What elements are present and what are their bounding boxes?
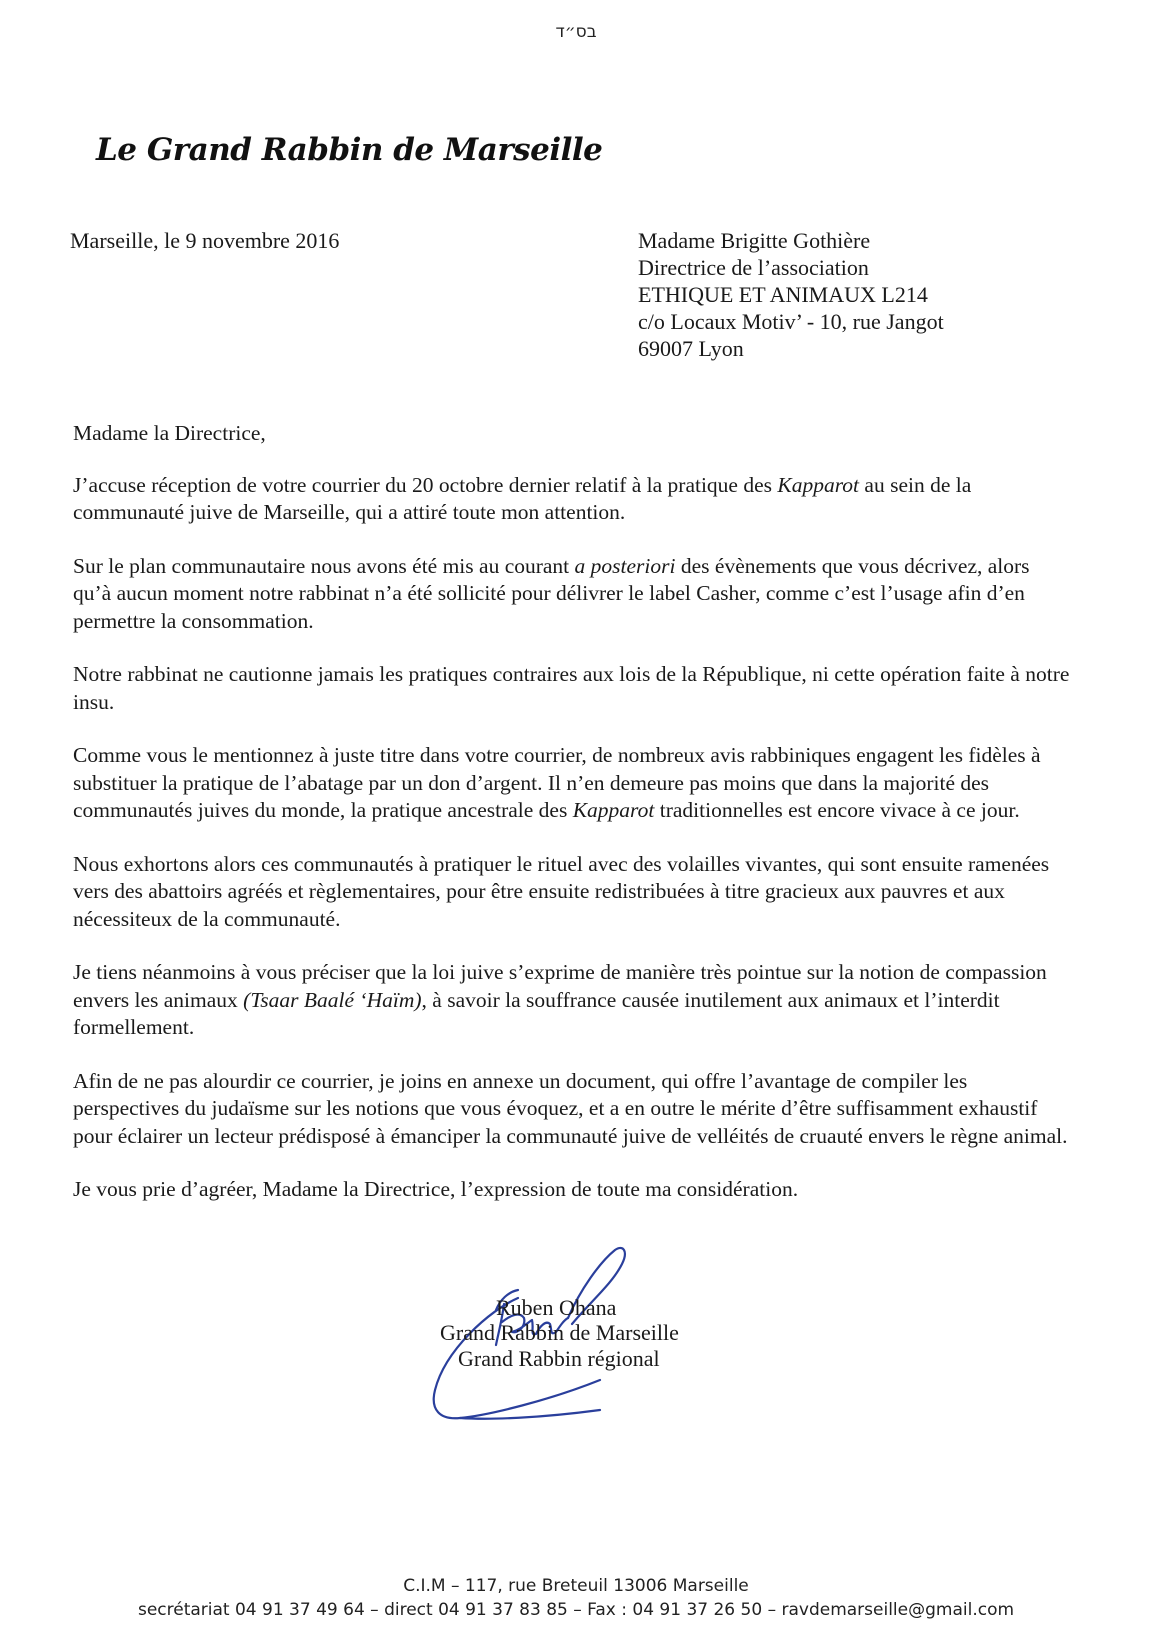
recipient-street: c/o Locaux Motiv’ - 10, rue Jangot <box>638 309 944 334</box>
paragraph-4-text-b: traditionnelles est encore vivace à ce jour. <box>654 798 1020 822</box>
recipient-city: 69007 Lyon <box>638 336 744 361</box>
paragraph-2-text-a: Sur le plan communautaire nous avons été mis au courant <box>73 553 575 578</box>
paragraph-6-text-b: , à savoir la souffrance causée inutilement aux animaux et l’interdit formellement. <box>73 987 1000 1039</box>
paragraph-2-italic: a posteriori <box>574 553 676 578</box>
paragraph-1 <box>73 472 1073 527</box>
paragraph-4-italic: Kapparot <box>572 798 655 822</box>
paragraph-5: Nous exhortons alors ces communautés à pratiquer le rituel avec des volailles vivantes, qui sont ensuite ramenées vers des abattoirs agréés et règlementaires, pour être ensuite redistribuées à titre gracieux aux pauvres et aux nécessiteux de la communauté. <box>73 851 1050 931</box>
closing-formula: Je vous prie d’agréer, Madame la Directrice, l’expression de toute ma considération. <box>73 1177 799 1201</box>
recipient-address <box>638 227 944 362</box>
paragraph-4 <box>73 742 1073 825</box>
date-line: Marseille, le 9 novembre 2016 <box>70 228 340 253</box>
paragraph-6 <box>73 959 1073 1042</box>
footer-address: C.I.M – 117, rue Breteuil 13006 Marseille <box>403 1576 749 1596</box>
salutation: Madame la Directrice, <box>73 421 266 445</box>
paragraph-7: Afin de ne pas alourdir ce courrier, je joins en annexe un document, qui offre l’avantage de compiler les perspectives du judaïsme sur les notions que vous évoquez, et a en outre le mérite d’être suffisamment exhaustif pour éclairer un lecteur prédisposé à émanciper la communauté juive de velléités de cruauté envers le règne animal. <box>73 1068 1068 1148</box>
paragraph-6-text-a: Je tiens néanmoins à vous préciser que la loi juive s’exprime de manière très pointue sur la notion de compassion envers les animaux <box>73 960 1047 1012</box>
paragraph-1-text-b: au sein de la communauté juive de Marseille, qui a attiré toute mon attention. <box>73 472 972 524</box>
paragraph-2 <box>73 553 1073 636</box>
paragraph-1-text-a: J’accuse réception de votre courrier du 20 octobre dernier relatif à la pratique des <box>73 472 778 497</box>
paragraph-3: Notre rabbinat ne cautionne jamais les pratiques contraires aux lois de la République, ni cette opération faite à notre insu. <box>73 662 1070 714</box>
signatory-name: Ruben Ohana <box>496 1295 617 1320</box>
recipient-organization: ETHIQUE ET ANIMAUX L214 <box>638 282 928 307</box>
paragraph-4-text-a: Comme vous le mentionnez à juste titre dans votre courrier, de nombreux avis rabbiniques engagent les fidèles à substituer la pratique de l’abatage par un don d’argent. Il n’en demeure pas moins que dans la majorité des communautés juives du monde, la pratique ancestrale des <box>73 743 1041 822</box>
bsd-header: בס״ד <box>555 22 597 42</box>
footer-contacts: secrétariat 04 91 37 49 64 – direct 04 91 37 83 85 – Fax : 04 91 37 26 50 – ravdemarseille@gmail.com <box>137 1600 1015 1620</box>
signatory-title-1: Grand Rabbin de Marseille <box>440 1320 679 1345</box>
letterhead-title: Le Grand Rabbin de Marseille <box>96 132 603 168</box>
recipient-role: Directrice de l’association <box>638 255 869 280</box>
paragraph-1-italic: Kapparot <box>777 472 860 497</box>
recipient-name: Madame Brigitte Gothière <box>638 228 871 253</box>
paragraph-6-italic: (Tsaar Baalé ‘Haïm) <box>243 987 422 1012</box>
letter-body <box>73 420 1073 1230</box>
paragraph-2-text-b: des évènements que vous décrivez, alors qu’à aucun moment notre rabbinat n’a été sollicité pour délivrer le label Casher, comme c’est l’usage afin d’en permettre la consommation. <box>73 553 1030 633</box>
signatory-title-2: Grand Rabbin régional <box>458 1346 660 1371</box>
signature-block <box>400 1240 760 1440</box>
